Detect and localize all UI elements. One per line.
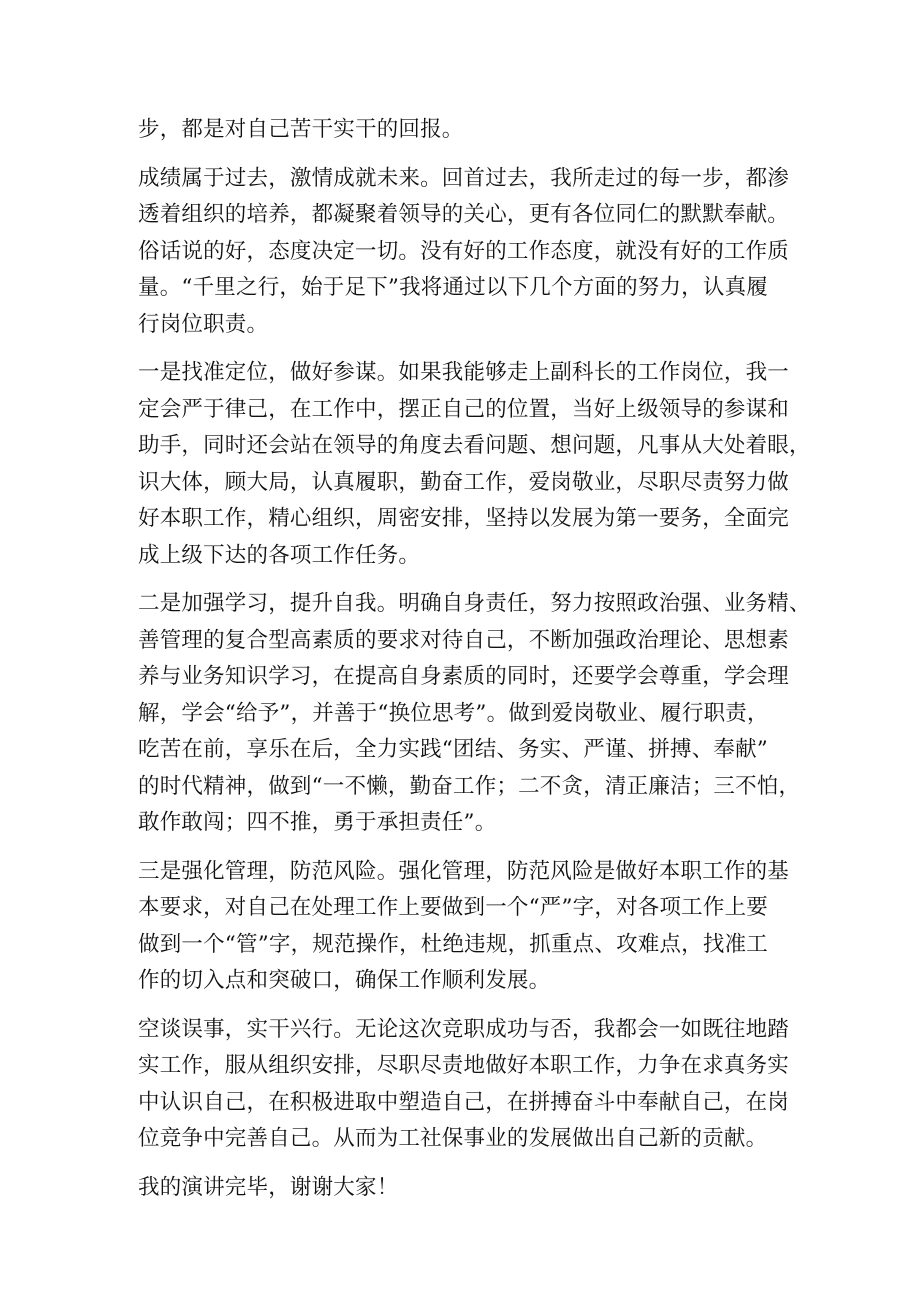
paragraph-3 [138, 355, 811, 574]
text-line: 步，都是对自己苦干实干的回报。 [138, 117, 464, 142]
text-line: 做到一个“管”字，规范操作，杜绝违规，抓重点、攻难点，找准工 [138, 931, 768, 957]
text-line: 的时代精神，做到“一不懒，勤奋工作；二不贪，清正廉洁；三不怕， [138, 773, 801, 799]
text-line: 成绩属于过去，激情成就未来。回首过去，我所走过的每一步，都渗 [138, 165, 790, 191]
text-line: 解，学会“给予”，并善于“换位思考”。做到爱岗敬业、履行职责， [138, 700, 769, 726]
text-line: 一是找准定位，做好参谋。如果我能够走上副科长的工作岗位，我一 [138, 360, 790, 385]
text-line: 三是强化管理，防范风险。强化管理，防范风险是做好本职工作的基 [138, 858, 790, 884]
paragraph-6 [138, 1012, 798, 1158]
paragraph-2 [138, 161, 798, 344]
text-line: 量。“千里之行，始于足下”我将通过以下几个方面的努力，认真履 [138, 275, 768, 300]
text-line: 助手，同时还会站在领导的角度去看问题、想问题，凡事从大处着眼， [138, 433, 811, 458]
text-line: 俗话说的好，态度决定一切。没有好的工作态度，就没有好的工作质 [138, 238, 790, 264]
text-line: 养与业务知识学习，在提高自身素质的同时，还要学会尊重，学会理 [138, 664, 790, 689]
text-line: 好本职工作，精心组织，周密安排，坚持以发展为第一要务，全面完 [138, 506, 790, 531]
text-line: 透着组织的培养，都凝聚着领导的关心，更有各位同仁的默默奉献。 [138, 202, 790, 227]
text-line: 本要求，对自己在处理工作上要做到一个“严”字，对各项工作上要 [138, 895, 768, 920]
text-line: 我的演讲完毕，谢谢大家！ [138, 1174, 399, 1200]
text-line: 吃苦在前，享乐在后，全力实践“团结、务实、严谨、拼搏、奉献” [138, 737, 768, 762]
text-line: 作的切入点和突破口，确保工作顺利发展。 [138, 968, 551, 993]
text-line: 定会严于律己，在工作中，摆正自己的位置，当好上级领导的参谋和 [138, 396, 790, 422]
paragraph-7 [138, 1170, 798, 1207]
text-line: 中认识自己，在积极进取中塑造自己，在拼搏奋斗中奉献自己，在岗 [138, 1089, 790, 1115]
text-line: 善管理的复合型高素质的要求对待自己，不断加强政治理论、思想素 [138, 627, 790, 653]
paragraph-4 [138, 586, 811, 842]
text-line: 行岗位职责。 [138, 311, 269, 337]
text-line: 位竞争中完善自己。从而为工社保事业的发展做出自己新的贡献。 [138, 1126, 768, 1151]
text-line: 二是加强学习，提升自我。明确自身责任，努力按照政治强、业务精、 [138, 591, 811, 616]
text-line: 空谈误事，实干兴行。无论这次竞职成功与否，我都会一如既往地踏 [138, 1016, 790, 1042]
document-body [138, 112, 811, 1218]
text-line: 识大体，顾大局，认真履职，勤奋工作，爱岗敬业，尽职尽责努力做 [138, 469, 790, 495]
text-line: 敢作敢闯；四不推，勇于承担责任”。 [138, 810, 497, 835]
paragraph-5 [138, 854, 798, 1000]
text-line: 实工作，服从组织安排，尽职尽责地做好本职工作，力争在求真务实 [138, 1053, 790, 1078]
text-line: 成上级下达的各项工作任务。 [138, 542, 421, 568]
paragraph-1 [138, 112, 798, 149]
